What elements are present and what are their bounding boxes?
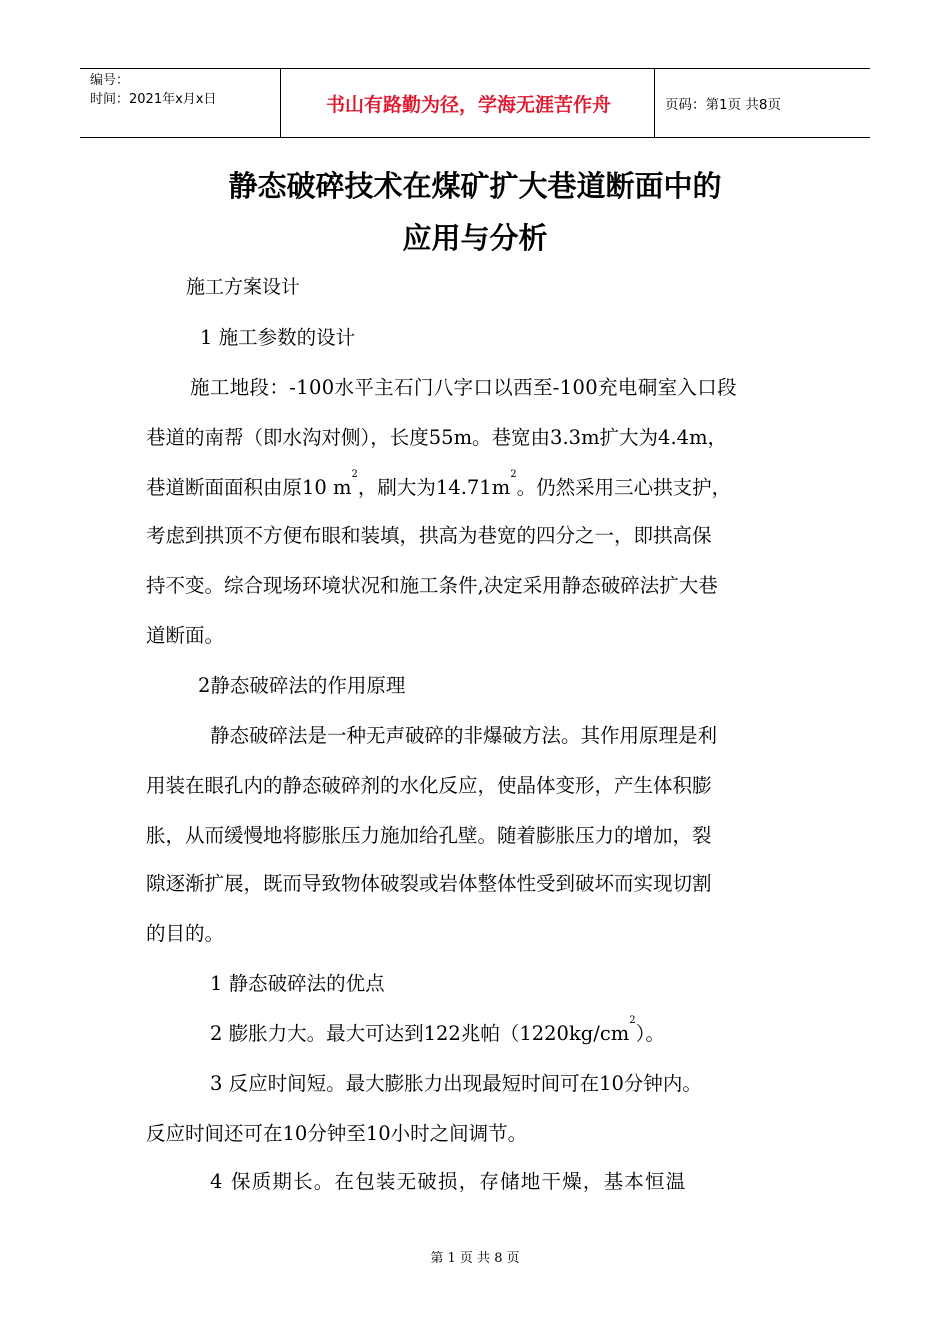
subheading: 2静态破碎法的作用原理 (198, 674, 406, 697)
page-info: 页码：第1页 共8页 (665, 97, 781, 113)
paragraph-line: 静态破碎法是一种无声破碎的非爆破方法。其作用原理是利 (210, 724, 718, 747)
page-footer: 第 1 页 共 8 页 (430, 1251, 520, 1266)
list-item: 1 静态破碎法的优点 (210, 972, 385, 995)
title-line-1: 静态破碎技术在煤矿扩大巷道断面中的 (228, 169, 722, 203)
list-item: 3 反应时间短。最大膨胀力出现最短时间可在10分钟内。 (210, 1072, 702, 1095)
header-meta (90, 71, 216, 109)
paragraph-line: 施工地段：-100水平主石门八字口以西至-100充电硐室入口段 (190, 376, 737, 399)
paragraph-line: 用装在眼孔内的静态破碎剂的水化反应，使晶体变形，产生体积膨 (146, 774, 712, 797)
list-item: 4 保质期长。在包装无破损，存储地干燥，基本恒温 (210, 1170, 687, 1193)
paragraph-line: 考虑到拱顶不方便布眼和装填，拱高为巷宽的四分之一，即拱高保 (146, 524, 712, 547)
title-line-2: 应用与分析 (402, 221, 548, 255)
paragraph-line: 隙逐渐扩展，既而导致物体破裂或岩体整体性受到破坏而实现切割 (146, 872, 712, 895)
header-divider (280, 69, 281, 137)
section-heading: 施工方案设计 (186, 276, 301, 298)
number-label: 编号： (90, 73, 130, 88)
subheading: 1 施工参数的设计 (200, 326, 356, 349)
time-label: 时间：2021年x月x日 (90, 92, 217, 107)
paragraph-line: 道断面。 (146, 624, 225, 647)
paragraph-line: 巷道的南帮（即水沟对侧），长度55m。巷宽由3.3m扩大为4.4m， (146, 426, 728, 449)
document-header (80, 68, 870, 138)
header-motto: 书山有路勤为径，学海无涯苦作舟 (325, 93, 611, 116)
paragraph-line: 巷道断面面积由原10 $m^2$，刷大为$14.71m^2$。仍然采用三心拱支护， (146, 469, 732, 499)
paragraph-line: 反应时间还可在10分钟至10小时之间调节。 (146, 1122, 528, 1145)
paragraph-line: 持不变。综合现场环境状况和施工条件,决定采用静态破碎法扩大巷 (146, 574, 718, 597)
paragraph-line: 胀，从而缓慢地将膨胀压力施加给孔壁。随着膨胀压力的增加，裂 (146, 824, 712, 847)
paragraph-line: 的目的。 (146, 922, 225, 945)
list-item: 2 膨胀力大。最大可达到122兆帕$(1220kg/cm^2)$。 (210, 1015, 665, 1045)
